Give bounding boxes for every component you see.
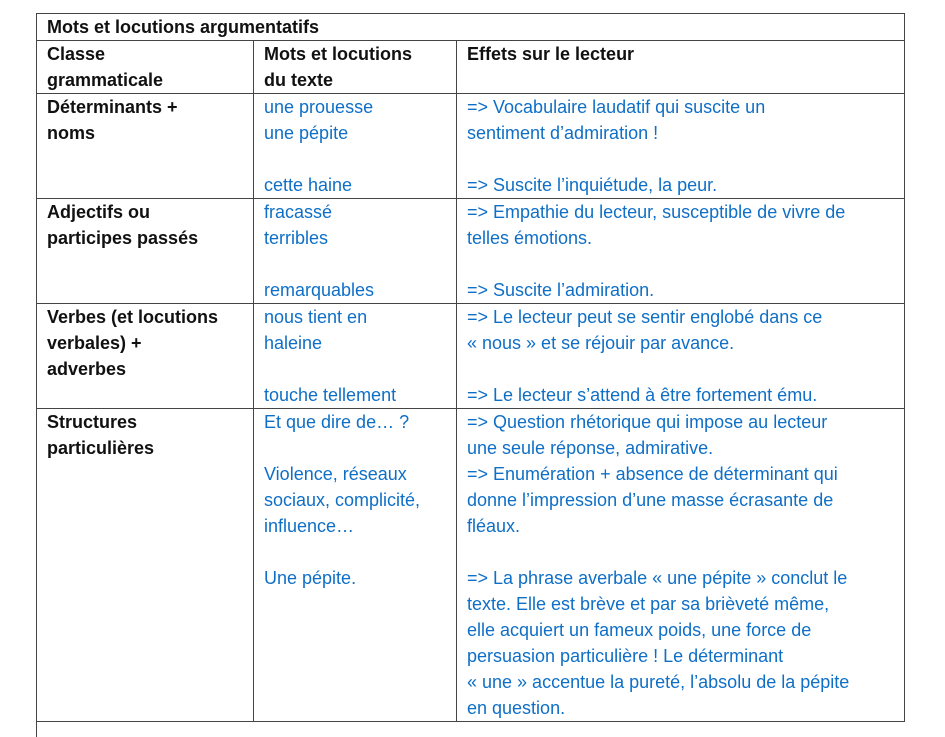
cell-grammatical-class	[37, 199, 254, 304]
cell-line: « nous » et se réjouir par avance.	[467, 333, 735, 353]
cell-words	[254, 409, 457, 722]
cell-words	[254, 304, 457, 409]
cell-line: terribles	[264, 228, 329, 248]
cell-line: influence…	[264, 516, 355, 536]
cell-line: une prouesse	[264, 97, 374, 117]
cell-line: une seule réponse, admirative.	[467, 438, 714, 458]
cell-words	[254, 199, 457, 304]
cell-line: sociaux, complicité,	[264, 490, 421, 510]
cell-line: en question.	[467, 698, 566, 718]
cell-line	[264, 539, 446, 565]
cell-line: Adjectifs ou	[47, 202, 151, 222]
cell-effects	[457, 409, 905, 722]
cell-effects	[457, 199, 905, 304]
header-text: grammaticale	[47, 70, 164, 90]
cell-line: telles émotions.	[467, 228, 593, 248]
cell-line: « une » accentue la pureté, l’absolu de la pépite	[467, 672, 850, 692]
cell-line: remarquables	[264, 280, 375, 300]
header-text: du texte	[264, 70, 334, 90]
cell-line: => Suscite l’admiration.	[467, 280, 655, 300]
cell-effects	[457, 304, 905, 409]
cell-line: texte. Elle est brève et par sa brièveté même,	[467, 594, 830, 614]
cell-line: => Le lecteur s’attend à être fortement ému.	[467, 385, 818, 405]
cell-line	[264, 435, 446, 461]
header-effects	[457, 41, 905, 94]
table-header-row	[37, 41, 905, 94]
cell-line: fléaux.	[467, 516, 521, 536]
cell-line: cette haine	[264, 175, 353, 195]
cell-line: une pépite	[264, 123, 349, 143]
cell-line: donne l’impression d’une masse écrasante de	[467, 490, 834, 510]
argumentative-words-table	[36, 13, 905, 722]
cell-line	[264, 146, 446, 172]
cell-line: => Le lecteur peut se sentir englobé dans ce	[467, 307, 823, 327]
header-text	[467, 67, 894, 93]
cell-line: Violence, réseaux	[264, 464, 407, 484]
cell-line: elle acquiert un fameux poids, une force de	[467, 620, 812, 640]
cell-words	[254, 94, 457, 199]
cell-line: nous tient en	[264, 307, 368, 327]
header-text: Mots et locutions	[264, 44, 412, 64]
table-border-extension	[36, 713, 37, 737]
cell-line: persuasion particulière ! Le déterminant	[467, 646, 784, 666]
cell-line: haleine	[264, 333, 323, 353]
cell-line: noms	[47, 123, 96, 143]
cell-line: Et que dire de… ?	[264, 412, 410, 432]
cell-line: => La phrase averbale « une pépite » conclut le	[467, 568, 848, 588]
cell-grammatical-class	[37, 94, 254, 199]
cell-line	[264, 251, 446, 277]
cell-line	[264, 356, 446, 382]
cell-grammatical-class	[37, 409, 254, 722]
cell-line: => Suscite l’inquiétude, la peur.	[467, 175, 718, 195]
table-body	[37, 94, 905, 722]
cell-line: touche tellement	[264, 385, 397, 405]
cell-line: => Empathie du lecteur, susceptible de vivre de	[467, 202, 846, 222]
cell-line: sentiment d’admiration !	[467, 123, 659, 143]
cell-line: Verbes (et locutions	[47, 307, 219, 327]
cell-line: => Question rhétorique qui impose au lecteur	[467, 412, 828, 432]
table-title: Mots et locutions argumentatifs	[37, 14, 905, 41]
header-grammatical-class	[37, 41, 254, 94]
table-row	[37, 94, 905, 199]
cell-effects	[457, 94, 905, 199]
header-text: Classe	[47, 44, 106, 64]
cell-line: participes passés	[47, 228, 199, 248]
cell-line	[467, 356, 894, 382]
header-text: Effets sur le lecteur	[467, 44, 635, 64]
cell-line: => Vocabulaire laudatif qui suscite un	[467, 97, 766, 117]
cell-grammatical-class	[37, 304, 254, 409]
cell-line: Déterminants +	[47, 97, 178, 117]
cell-line: verbales) +	[47, 333, 142, 353]
table-row	[37, 304, 905, 409]
cell-line	[467, 539, 894, 565]
table-row	[37, 199, 905, 304]
cell-line: particulières	[47, 438, 155, 458]
header-words	[254, 41, 457, 94]
cell-line	[467, 251, 894, 277]
table-row	[37, 409, 905, 722]
cell-line: => Enumération + absence de déterminant qui	[467, 464, 838, 484]
cell-line	[467, 146, 894, 172]
cell-line: Structures	[47, 412, 138, 432]
cell-line: adverbes	[47, 359, 127, 379]
cell-line: fracassé	[264, 202, 333, 222]
table-title-row	[37, 14, 905, 41]
cell-line: Une pépite.	[264, 568, 357, 588]
